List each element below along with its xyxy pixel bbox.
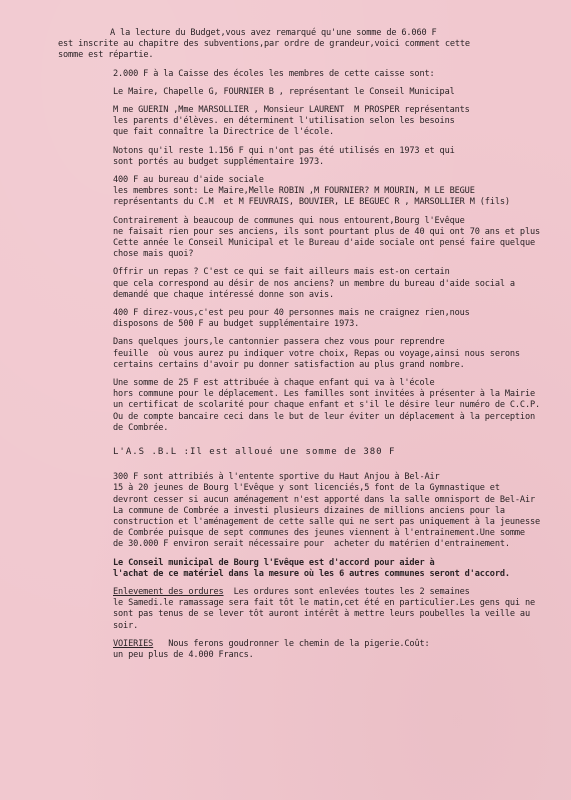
asbl-heading: L'A.S .B.L :Il est alloué une somme de 380 F <box>113 447 396 458</box>
paragraph-maire-members: Le Maire, Chapelle G, FOURNIER B , représentant le Conseil Municipal <box>113 86 455 97</box>
voieries-text: Nous ferons goudronner le chemin de la pigerie.Coût: un peu plus de 4.000 Francs. <box>113 638 430 660</box>
paragraph-repas-question: Offrir un repas ? C'est ce qui se fait ailleurs mais est-on certain que cela correspond au désir de nos anciens? un membre du bureau d'aide social a demandé que chaque intéressé donne son avis. <box>113 267 515 300</box>
paragraph-budget-400f: 400 F direz-vous,c'est peu pour 40 personnes mais ne craignez rien,nous disposons de 500 F au budget supplémentaire 1973. <box>113 308 470 330</box>
paragraph-conseil-accord: Le Conseil municipal de Bourg l'Evêque est d'accord pour aider à l'achat de ce matériel dans la mesure où les 6 autres communes seront d'accord. <box>113 557 510 579</box>
paragraph-anciens: Contrairement à beaucoup de communes qui nous entourent,Bourg l'Evêque ne faisait rien pour ses anciens, ils sont pourtant plus de 40 qui ont 70 ans et plus Cette année le Conseil Municipal et le Bureau d'aide sociale ont pensé faire quelque chose mais quoi? <box>113 215 541 260</box>
paragraph-parents-representatives: M me GUERIN ,Mme MARSOLLIER , Monsieur LAURENT M PROSPER représentants les parents d'élèves. en déterminent l'utilisation selon les besoins que fait connaître la Directrice de l'école. <box>113 105 470 138</box>
paragraph-budget-intro: A la lecture du Budget,vous avez remarqué qu'une somme de 6.060 F est inscrite au chapitre des subventions,par ordre de grandeur,voici comment cette somme est répartie. <box>58 28 470 61</box>
voieries-title: VOIERIES <box>113 638 154 649</box>
paragraph-ordures <box>113 587 541 632</box>
paragraph-enfants-deplacement: Une somme de 25 F est attribuée à chaque enfant qui va à l'école hors commune pour le déplacement. Les familles sont invitées à présenter à la Mairie un certificat de scolarité pour chaque enfant et s'il le désire leur numéro de C.C.P. Ou de compte bancaire ceci dans le but de leur éviter un déplacement à la perception de Combrée. <box>113 378 541 433</box>
paragraph-caisse-ecoles: 2.000 F à la Caisse des écoles les membres de cette caisse sont: <box>113 68 435 79</box>
paragraph-entente-sportive: 300 F sont attribiés à l'entente sportive du Haut Anjou à Bel-Air 15 à 20 jeunes de Bourg l'Evêque y sont licenciés,5 font de la Gymnastique et devront cesser si aucun aménagement n'est apporté dans la salle omnisport de Bel-Air La commune de Combrée a investi plusieurs dizaines de millions anciens pour la construction et l'aménagement de cette salle qui ne sert pas uniquement à la jeunesse de Combrée puisque de sept communes des jeunes viennent à l'entrainement.Une somme de 30.000 F environ serait nécessaire pour acheter du matérien d'entrainement. <box>113 472 541 550</box>
paragraph-cantonnier: Dans quelques jours,le cantonnier passera chez vous pour reprendre feuille où vous aurez pu indiquer votre choix, Repas ou voyage,ainsi nous serons certains certains d'avoir pu donner satisfaction au plus grand nombre. <box>113 337 520 370</box>
paragraph-aide-sociale: 400 F au bureau d'aide sociale les membres sont: Le Maire,Melle ROBIN ,M FOURNIER? M MOURIN, M LE BEGUE représentants du C.M et M FEUVRAIS, BOUVIER, LE BEGUEC R , MARSOLLIER M (fils) <box>113 175 510 208</box>
ordures-title: Enlevement des ordures <box>113 586 224 597</box>
paragraph-voieries <box>113 639 541 661</box>
paragraph-remaining-funds: Notons qu'il reste 1.156 F qui n'ont pas été utilisés en 1973 et qui sont portés au budget supplémentaire 1973. <box>113 145 455 167</box>
ordures-text: Les ordures sont enlevées toutes les 2 semaines le Samedi.le ramassage sera fait tôt le matin,cet été en particulier.Les gens qui ne sont pas tenus de se lever tôt auront intérêt à mettre leurs poubelles la veille au soir. <box>113 586 536 631</box>
